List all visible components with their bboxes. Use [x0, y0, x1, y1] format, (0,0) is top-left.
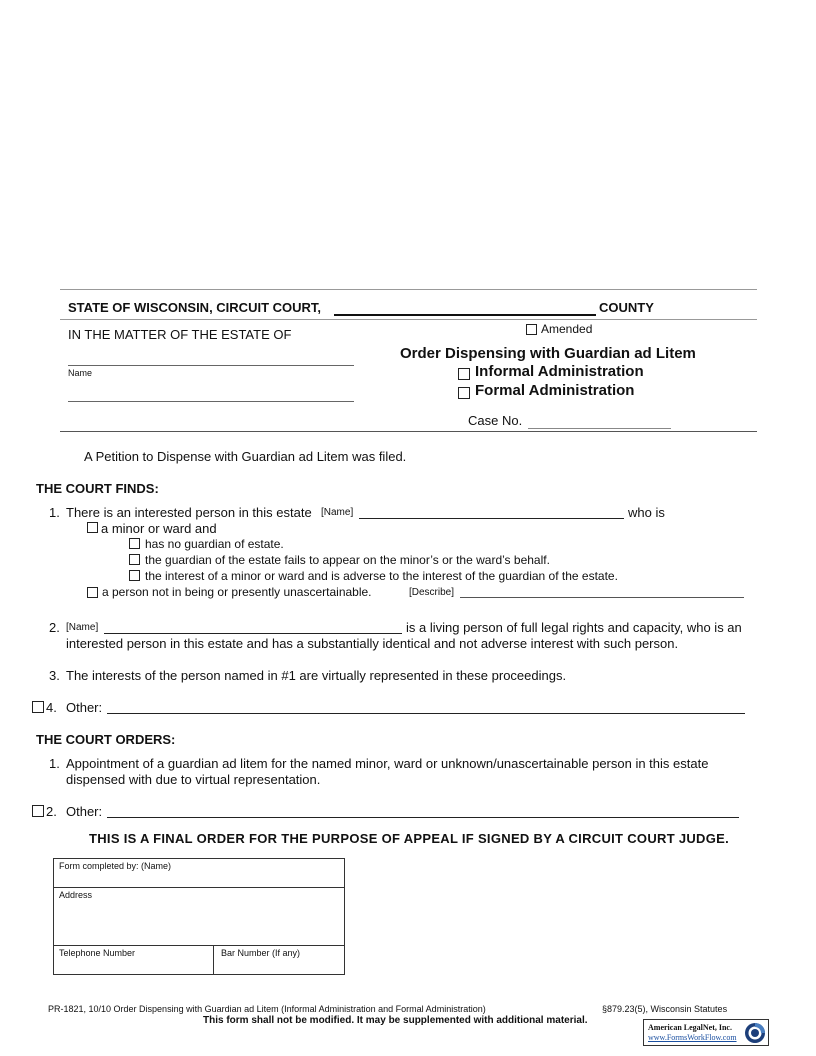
case-number-field[interactable] — [528, 428, 671, 429]
final-order-statement: THIS IS A FINAL ORDER FOR THE PURPOSE OF APPEAL IF SIGNED BY A CIRCUIT COURT JUDGE. — [89, 831, 730, 846]
modification-notice: This form shall not be modified. It may be supplemented with additional material. — [203, 1015, 588, 1026]
order-2-label: Other: — [66, 804, 103, 819]
american-legalnet-logo — [643, 1019, 769, 1046]
estate-name-field-2[interactable] — [68, 401, 354, 402]
finding-1-number: 1. — [49, 505, 60, 520]
finding-1-name-field[interactable] — [359, 518, 624, 519]
completed-by-label: Form completed by: (Name) — [59, 861, 172, 871]
describe-field[interactable] — [460, 597, 744, 598]
order-2-checkbox[interactable] — [32, 805, 44, 817]
guardian-fails-checkbox[interactable] — [129, 554, 140, 565]
preparer-info-box — [53, 858, 345, 975]
finding-3-text: The interests of the person named in #1 are virtually represented in these proceedings. — [66, 668, 567, 683]
logo-website: www.FormsWorkFlow.com — [648, 1033, 737, 1042]
finding-2-line-1: is a living person of full legal rights and capacity, who is an — [406, 620, 742, 635]
order-2-number: 2. — [46, 804, 57, 819]
describe-tag: [Describe] — [409, 587, 455, 598]
finding-1-name-tag: [Name] — [321, 507, 354, 518]
amended-label: Amended — [541, 322, 593, 336]
estate-matter-label: IN THE MATTER OF THE ESTATE OF — [68, 327, 292, 342]
state-court-label: STATE OF WISCONSIN, CIRCUIT COURT, — [68, 300, 322, 315]
case-number-label: Case No. — [468, 413, 523, 428]
finding-4-checkbox[interactable] — [32, 701, 44, 713]
court-orders-heading: THE COURT ORDERS: — [36, 732, 176, 747]
formal-administration-checkbox[interactable] — [458, 387, 470, 399]
telephone-label: Telephone Number — [59, 948, 136, 958]
order-2-other-field[interactable] — [107, 817, 739, 818]
order-1-line-1: Appointment of a guardian ad litem for the named minor, ward or unknown/unascertainable person in this estate — [66, 756, 709, 771]
finding-4-other-field[interactable] — [107, 713, 745, 714]
preparer-box-rule-2 — [54, 945, 344, 946]
adverse-interest-label: the interest of a minor or ward and is adverse to the interest of the guardian of the estate. — [145, 569, 618, 583]
finding-2-name-tag: [Name] — [66, 622, 99, 633]
finding-3-number: 3. — [49, 668, 60, 683]
finding-2-number: 2. — [49, 620, 60, 635]
minor-or-ward-checkbox[interactable] — [87, 522, 98, 533]
formal-administration-label: Formal Administration — [475, 382, 635, 399]
order-1-line-2: dispensed with due to virtual representation. — [66, 772, 321, 787]
preparer-box-divider — [213, 945, 214, 974]
adverse-interest-checkbox[interactable] — [129, 570, 140, 581]
address-label: Address — [59, 890, 93, 900]
finding-4-label: Other: — [66, 700, 103, 715]
header-second-rule — [60, 319, 757, 320]
header-top-rule — [60, 289, 757, 290]
county-name-field[interactable] — [334, 314, 596, 316]
petition-statement: A Petition to Dispense with Guardian ad Litem was filed. — [84, 449, 407, 464]
statute-footer: §879.23(5), Wisconsin Statutes — [602, 1004, 728, 1014]
county-label: COUNTY — [599, 300, 654, 315]
informal-administration-checkbox[interactable] — [458, 368, 470, 380]
finding-1-text: There is an interested person in this estate — [66, 505, 312, 520]
logo-company-name: American LegalNet, Inc. — [648, 1023, 732, 1032]
form-title: Order Dispensing with Guardian ad Litem — [400, 345, 696, 362]
name-caption: Name — [68, 368, 93, 378]
guardian-fails-label: the guardian of the estate fails to appear on the minor’s or the ward’s behalf. — [145, 553, 550, 567]
no-guardian-label: has no guardian of estate. — [145, 537, 284, 551]
logo-globe-icon — [744, 1022, 766, 1044]
court-finds-heading: THE COURT FINDS: — [36, 481, 159, 496]
informal-administration-label: Informal Administration — [475, 363, 644, 380]
order-1-number: 1. — [49, 756, 60, 771]
header-bottom-rule — [60, 431, 757, 432]
bar-number-label: Bar Number (If any) — [221, 948, 301, 958]
amended-checkbox[interactable] — [526, 324, 537, 335]
form-id-footer: PR-1821, 10/10 Order Dispensing with Guardian ad Litem (Informal Administration and Formal Administration) — [48, 1004, 486, 1014]
unascertainable-label: a person not in being or presently unascertainable. — [102, 585, 372, 599]
finding-2-line-2: interested person in this estate and has a substantially identical and not adverse interest with such person. — [66, 636, 679, 651]
estate-name-field[interactable] — [68, 365, 354, 366]
finding-2-name-field[interactable] — [104, 633, 402, 634]
minor-or-ward-label: a minor or ward and — [101, 521, 217, 536]
preparer-box-rule-1 — [54, 887, 344, 888]
finding-1-who-is: who is — [628, 505, 665, 520]
no-guardian-checkbox[interactable] — [129, 538, 140, 549]
finding-4-number: 4. — [46, 700, 57, 715]
unascertainable-checkbox[interactable] — [87, 587, 98, 598]
